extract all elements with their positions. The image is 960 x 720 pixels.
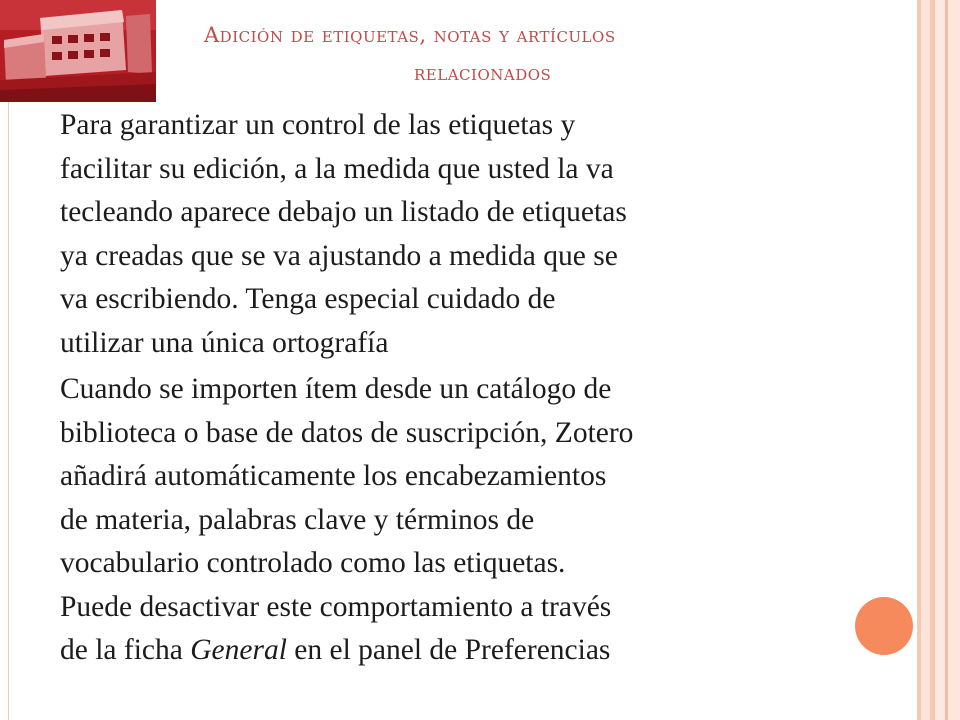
text-line: Puede desactivar este comportamiento a través [60,590,612,623]
right-stripe [921,0,930,720]
slide-title [196,16,906,92]
text-line: de materia, palabras clave y términos de [60,503,535,536]
accent-circle [855,597,913,655]
left-border [0,0,9,720]
text-line [60,629,860,673]
paragraph-2 [60,368,860,673]
title-line-2: relacionados [414,61,552,85]
italic-term: General [190,634,287,666]
building-photo [0,0,156,102]
paragraph-1 [60,104,860,365]
text-line: utilizar una única ortografía [60,326,389,359]
text-line: biblioteca o base de datos de suscripción, Zotero [60,416,634,449]
text-line: ya creadas que se va ajustando a medida que se [60,239,618,272]
text-line: va escribiendo. Tenga especial cuidado de [60,283,556,315]
title-line-1: Adición de etiquetas, notas y artículos [204,23,616,47]
text-line: facilitar su edición, a la medida que usted la va [60,152,614,185]
text-line: añadirá automáticamente los encabezamientos [60,460,607,492]
slide-body [60,104,860,673]
right-stripe [948,0,960,720]
text-line: tecleando aparece debajo un listado de etiquetas [60,196,627,228]
text-line: Para garantizar un control de las etiquetas y [60,109,576,141]
text-line: vocabulario controlado como las etiquetas. [60,547,566,579]
text-segment: en el panel de Preferencias [286,634,611,666]
right-stripe [935,0,945,720]
text-line: Cuando se importen ítem desde un catálogo de [60,373,612,405]
text-segment: de la ficha [60,634,191,666]
